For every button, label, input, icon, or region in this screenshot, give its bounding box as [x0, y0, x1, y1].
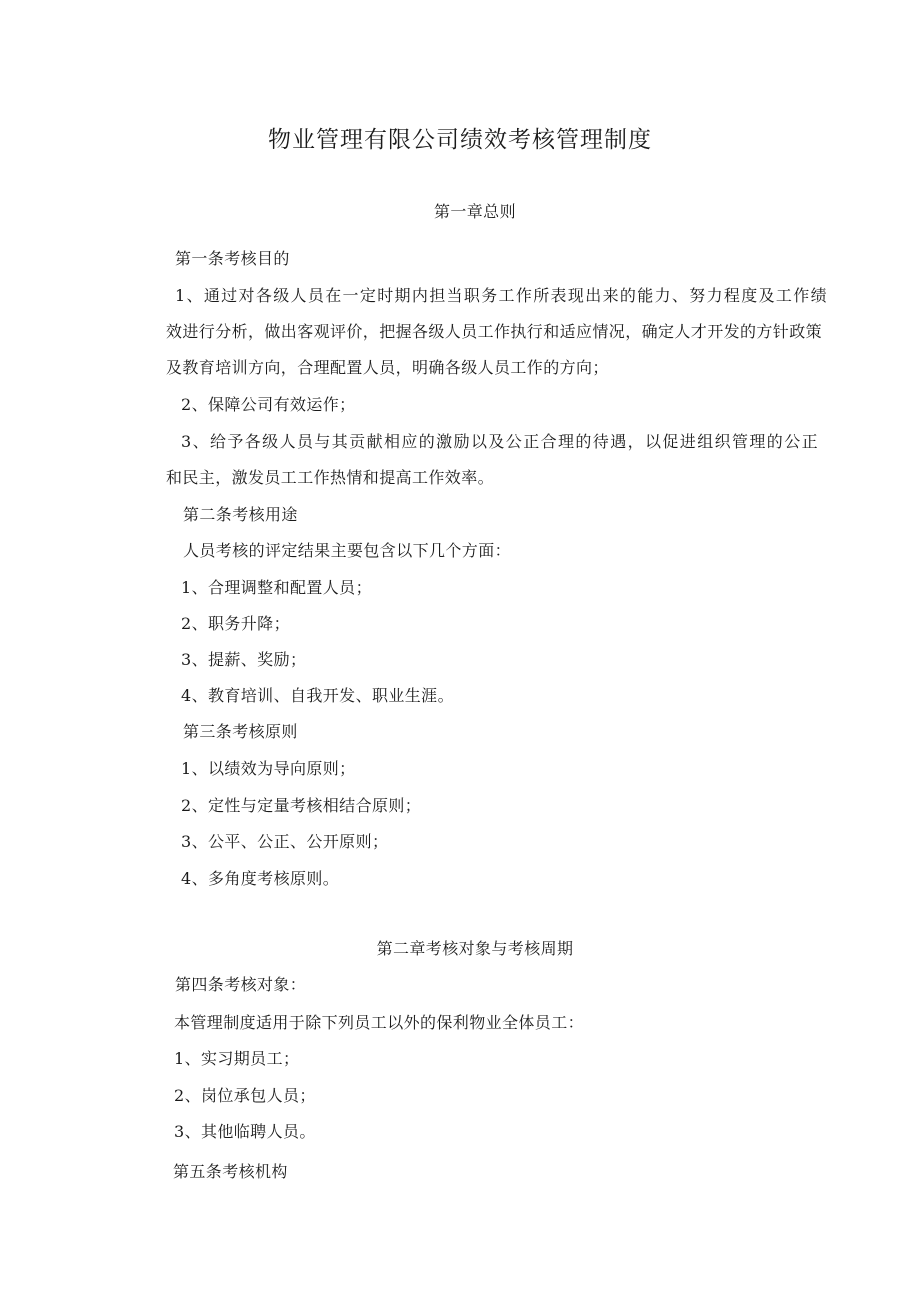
- article-1-item-1-line-1: 1、通过对各级人员在一定时期内担当职务工作所表现出来的能力、努力程度及工作绩: [175, 286, 827, 305]
- document-title: 物业管理有限公司绩效考核管理制度: [268, 127, 652, 153]
- article-3-item-3: 3、公平、公正、公开原则；: [181, 832, 389, 851]
- article-4-item-1: 1、实习期员工；: [174, 1049, 300, 1068]
- article-2-intro: 人员考核的评定结果主要包含以下几个方面：: [183, 541, 512, 560]
- chapter-1-heading: 第一章总则: [433, 202, 516, 221]
- article-4-heading: 第四条考核对象：: [175, 975, 307, 994]
- article-3-item-2: 2、定性与定量考核相结合原则；: [181, 796, 422, 815]
- article-2-item-2: 2、职务升降；: [181, 614, 290, 633]
- article-1-heading: 第一条考核目的: [175, 249, 290, 268]
- article-1-item-2: 2、保障公司有效运作；: [181, 395, 356, 414]
- article-4-item-2: 2、岗位承包人员；: [174, 1086, 316, 1105]
- article-3-item-1: 1、以绩效为导向原则；: [181, 759, 356, 778]
- article-1-item-3-line-2: 和民主，激发员工工作热情和提高工作效率。: [166, 468, 495, 487]
- article-1-item-3-line-1: 3、给予各级人员与其贡献相应的激励以及公正合理的待遇，以促进组织管理的公正: [181, 432, 818, 451]
- article-3-item-4: 4、多角度考核原则。: [181, 869, 340, 888]
- chapter-2-heading: 第二章考核对象与考核周期: [376, 939, 574, 958]
- article-4-intro: 本管理制度适用于除下列员工以外的保利物业全体员工：: [174, 1013, 585, 1032]
- article-2-item-4: 4、教育培训、自我开发、职业生涯。: [181, 686, 454, 705]
- article-2-item-1: 1、合理调整和配置人员；: [181, 578, 372, 597]
- article-5-heading: 第五条考核机构: [173, 1162, 288, 1181]
- article-1-item-1-line-3: 及教育培训方向，合理配置人员，明确各级人员工作的方向；: [166, 358, 609, 377]
- article-4-item-3: 3、其他临聘人员。: [174, 1122, 316, 1141]
- article-1-item-1-line-2: 效进行分析，做出客观评价，把握各级人员工作执行和适应情况，确定人才开发的方针政策: [166, 322, 823, 341]
- article-2-heading: 第二条考核用途: [183, 505, 298, 524]
- article-2-item-3: 3、提薪、奖励；: [181, 650, 307, 669]
- article-3-heading: 第三条考核原则: [183, 722, 298, 741]
